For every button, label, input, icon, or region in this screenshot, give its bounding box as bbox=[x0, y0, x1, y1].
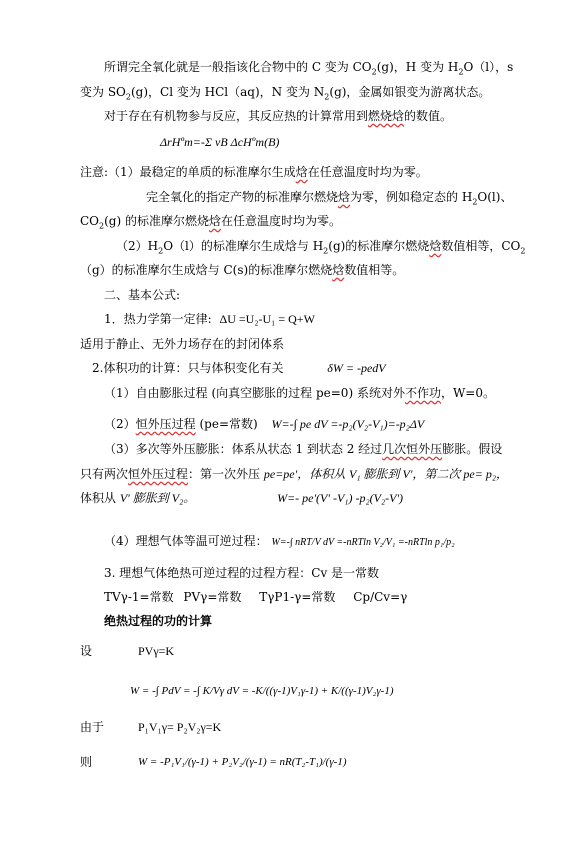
text: O（l）的标准摩尔生成焓与 H bbox=[163, 239, 324, 253]
text: 燃烧焓 bbox=[368, 109, 405, 123]
text: 注意:（1）最稳定的单质的标准摩尔生成 bbox=[80, 165, 296, 179]
label: 由于 bbox=[80, 720, 105, 734]
text: ，W=0。 bbox=[440, 386, 495, 400]
text: 恒外压过程 bbox=[128, 467, 189, 481]
text: 只有两次 bbox=[80, 467, 129, 481]
text: 在任意温度时均为零。 bbox=[221, 214, 342, 228]
paragraph-line: 完全氧化的指定产物的标准摩尔燃烧焓为零，例如稳定态的 $H_2O(l)$、 bbox=[146, 190, 513, 207]
label: 则 bbox=[80, 755, 93, 769]
text: V' 膨胀到 V₂。 bbox=[119, 491, 196, 505]
text: 焓 bbox=[295, 165, 308, 179]
text: CO bbox=[80, 214, 100, 228]
text: 对于存在有机物参与反应，其反应热的计算常用到 bbox=[104, 109, 369, 123]
text: 变为 SO bbox=[80, 85, 126, 99]
text: 焓 bbox=[429, 239, 442, 253]
formula-adiabatic-constant: PVγ=K bbox=[138, 644, 175, 658]
text: 体积从 bbox=[80, 491, 117, 505]
label: 设 bbox=[80, 644, 93, 658]
paragraph-line: 所谓完全氧化就是一般指该化合物中的 C 变为 $CO_2(g)$，H 变为 $H_2O(l)$，s bbox=[104, 60, 514, 77]
text: pe=0) 系统对外 bbox=[315, 386, 405, 400]
text: (g) 的标准摩尔燃烧 bbox=[104, 214, 209, 228]
text: Cp/Cv=γ bbox=[353, 590, 408, 604]
text: （3）多次等外压膨胀：体系从状态 1 到状态 2 经过 bbox=[104, 442, 383, 456]
formula-first-law: ΔU =U₂-U₁ = Q+W bbox=[219, 312, 315, 326]
text: 焓 bbox=[332, 263, 345, 277]
text: pe=pe'，体积从 bbox=[263, 467, 346, 481]
text: (pe=常数) bbox=[199, 417, 258, 431]
text: （g）的标准摩尔生成焓与 C(s)的标准摩尔燃烧 bbox=[80, 263, 333, 277]
text: TVγ-1=常数 bbox=[104, 590, 174, 604]
text: 的数值。 bbox=[404, 109, 453, 123]
paragraph-line bbox=[104, 108, 452, 124]
text: (g)，H 变为 H bbox=[376, 60, 459, 74]
text: PVγ=常数 bbox=[183, 590, 242, 604]
paragraph-line bbox=[104, 441, 502, 457]
text: 1．热力学第一定律: bbox=[104, 312, 212, 326]
paragraph-line: 适用于静止、无外力场存在的封闭体系 bbox=[80, 337, 285, 351]
formula-adiabatic-equality: P₁V₁γ= P₂V₂γ=K bbox=[138, 720, 222, 734]
text: 焓 bbox=[338, 190, 351, 204]
text: 几次恒外压 bbox=[382, 442, 443, 456]
paragraph-line bbox=[104, 416, 424, 432]
text: (g)，金属如银变为游离状态。 bbox=[329, 85, 491, 99]
paragraph-line bbox=[80, 262, 404, 278]
text: O（l），s bbox=[463, 60, 514, 74]
formula-multistage: W=- pe'(V' -V₁) -p₂(V₂-V') bbox=[277, 491, 404, 505]
formula-adiabatic-result: W = -P₁V₁/(γ-1) + P₂V₂/(γ-1) = nR(T₂-T₁)/(γ-1) bbox=[138, 756, 347, 768]
text: ：第一次外压 bbox=[188, 467, 261, 481]
section-heading: 二、基本公式: bbox=[104, 288, 181, 302]
text: 为零，例如稳定态的 H bbox=[350, 190, 473, 204]
paragraph-line bbox=[80, 466, 508, 482]
text: 2.体积功的计算：只与体积变化有关 bbox=[92, 361, 284, 375]
text: 数值相等，CO bbox=[441, 239, 521, 253]
paragraph-line bbox=[104, 385, 495, 401]
paragraph-line: 3. 理想气体绝热可逆过程的过程方程：Cv 是一常数 bbox=[104, 566, 380, 580]
paragraph-line bbox=[80, 164, 428, 180]
formula-isothermal: W=-∫ nRT/V dV =-nRTln V₂/V₁ =-nRTln p₁/p₂ bbox=[271, 537, 455, 548]
text: 膨胀。假设 bbox=[442, 442, 503, 456]
text: 不作功 bbox=[404, 386, 441, 400]
formula-adiabatic-work: W = -∫ PdV = -∫ K/Vγ dV = -K/((γ-1)V₁γ-1) + K/((γ-1)V₂γ-1) bbox=[130, 685, 394, 697]
text: O(l)、 bbox=[477, 190, 513, 204]
text: 恒外压过程 bbox=[135, 417, 196, 431]
paragraph-line bbox=[104, 589, 407, 605]
text: (g)的标准摩尔燃烧 bbox=[328, 239, 430, 253]
formula-enthalpy: ΔrHºm=-Σ νB ΔcHºm(B) bbox=[160, 135, 280, 149]
paragraph-line: $(2)H_2O(l)$的标准摩尔生成焓与 $H_2(g)$的标准摩尔燃烧焓数值相等，$CO_2$ bbox=[116, 239, 526, 256]
paragraph-line bbox=[104, 311, 315, 327]
paragraph-line: $CO_2(g)$ 的标准摩尔燃烧焓在任意温度时均为零。 bbox=[80, 214, 342, 231]
paragraph-line bbox=[92, 360, 386, 376]
text: （4）理想气体等温可逆过程： bbox=[104, 534, 268, 548]
text: (g)，Cl 变为 HCl（aq)，N 变为 N bbox=[130, 85, 325, 99]
text: （2）H bbox=[116, 239, 159, 253]
paragraph-line bbox=[104, 533, 455, 551]
text: 数值相等。 bbox=[344, 263, 405, 277]
text: 在任意温度时均为零。 bbox=[307, 165, 428, 179]
text: 完全氧化的指定产物的标准摩尔燃烧 bbox=[146, 190, 339, 204]
text: （1）自由膨胀过程 (向真空膨胀的过程 bbox=[104, 386, 313, 400]
text: （2） bbox=[104, 417, 136, 431]
paragraph-line: 变为 $SO_2(g)$，Cl 变为 HCl（aq)，N 变为 $N_2(g)$，金属如银变为游离状态。 bbox=[80, 85, 491, 102]
text: TγP1-γ=常数 bbox=[259, 590, 336, 604]
text: 所谓完全氧化就是一般指该化合物中的 C 变为 CO bbox=[104, 60, 372, 74]
text: V₁ 膨胀到 V'，第二次 pe= p₂， bbox=[349, 467, 509, 481]
formula-constant-pressure: W=-∫ pe dV =-p₂(V₂-V₁)=-p₂ΔV bbox=[271, 417, 425, 431]
section-heading: 绝热过程的功的计算 bbox=[104, 614, 213, 628]
paragraph-line bbox=[80, 490, 403, 506]
formula-volume-work: δW = -pedV bbox=[327, 361, 386, 375]
text: 焓 bbox=[209, 214, 222, 228]
